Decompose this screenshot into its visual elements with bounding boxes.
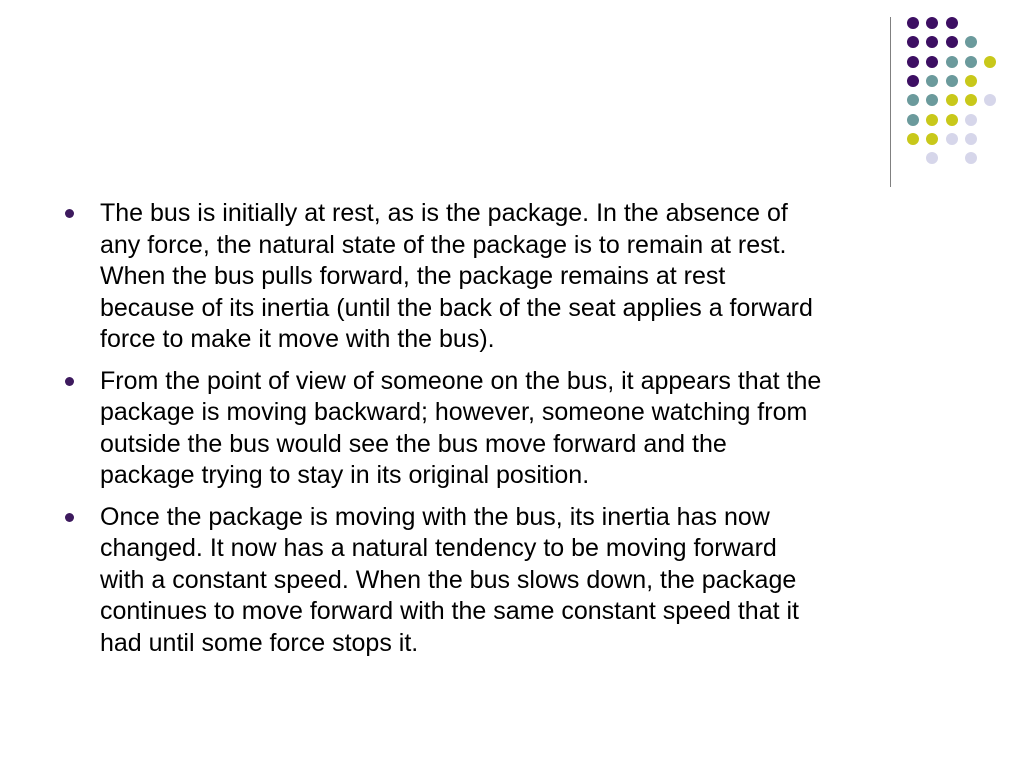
- decorative-dot: [946, 75, 958, 87]
- decorative-dot: [946, 36, 958, 48]
- bullet-item-1: [62, 198, 982, 356]
- bullet-3-line-3: with a constant speed. When the bus slows down, the package: [100, 565, 797, 594]
- bullet-item-2: [62, 366, 982, 492]
- decorative-dot: [907, 56, 919, 68]
- decorative-dot: [946, 133, 958, 145]
- decorative-dot: [926, 17, 938, 29]
- bullet-3-line-1: Once the package is moving with the bus, its inertia has now: [100, 502, 770, 531]
- decorative-dot: [965, 152, 977, 164]
- decorative-dot: [965, 94, 977, 106]
- decorative-dot: [946, 56, 958, 68]
- bullet-2-line-3: outside the bus would see the bus move forward and the: [100, 429, 727, 458]
- decorative-dot: [946, 114, 958, 126]
- vertical-divider: [890, 17, 891, 187]
- decorative-dot: [907, 36, 919, 48]
- decorative-dot: [965, 114, 977, 126]
- bullet-2-line-2: package is moving backward; however, someone watching from: [100, 398, 808, 426]
- decorative-dot: [926, 94, 938, 106]
- bullet-3-line-2: changed. It now has a natural tendency to be moving forward: [100, 534, 777, 562]
- decorative-dot: [926, 133, 938, 145]
- decorative-dot: [907, 114, 919, 126]
- bullet-item-3: [62, 502, 982, 660]
- decorative-dot: [907, 17, 919, 29]
- bullet-1-line-3: When the bus pulls forward, the package remains at rest: [100, 262, 726, 290]
- bullet-point-icon: [65, 377, 74, 386]
- bullet-1-line-5: force to make it move with the bus).: [100, 325, 495, 353]
- decorative-dot: [907, 133, 919, 145]
- decorative-dot: [926, 36, 938, 48]
- decorative-dot: [926, 75, 938, 87]
- bullet-point-icon: [65, 513, 74, 522]
- decorative-dot: [907, 75, 919, 87]
- decorative-dot: [984, 94, 996, 106]
- decorative-dot-grid: [0, 0, 1024, 200]
- decorative-dot: [984, 56, 996, 68]
- bullet-3-line-5: had until some force stops it.: [100, 628, 419, 657]
- bullet-1-line-2: any force, the natural state of the package is to remain at rest.: [100, 230, 787, 259]
- decorative-dot: [926, 56, 938, 68]
- decorative-dot: [946, 17, 958, 29]
- decorative-dot: [926, 114, 938, 126]
- decorative-dot: [907, 94, 919, 106]
- decorative-dot: [965, 56, 977, 68]
- decorative-dot: [946, 94, 958, 106]
- bullet-list: [62, 198, 982, 669]
- bullet-2-line-1: From the point of view of someone on the bus, it appears that the: [100, 366, 822, 395]
- bullet-point-icon: [65, 209, 74, 218]
- bullet-3-line-4: continues to move forward with the same constant speed that it: [100, 597, 799, 625]
- decorative-dot: [926, 152, 938, 164]
- decorative-dot: [965, 133, 977, 145]
- bullet-2-line-4: package trying to stay in its original position.: [100, 461, 590, 489]
- bullet-1-line-4: because of its inertia (until the back of the seat applies a forward: [100, 293, 813, 322]
- decorative-dot: [965, 36, 977, 48]
- bullet-1-line-1: The bus is initially at rest, as is the package. In the absence of: [100, 199, 788, 227]
- decorative-dot: [965, 75, 977, 87]
